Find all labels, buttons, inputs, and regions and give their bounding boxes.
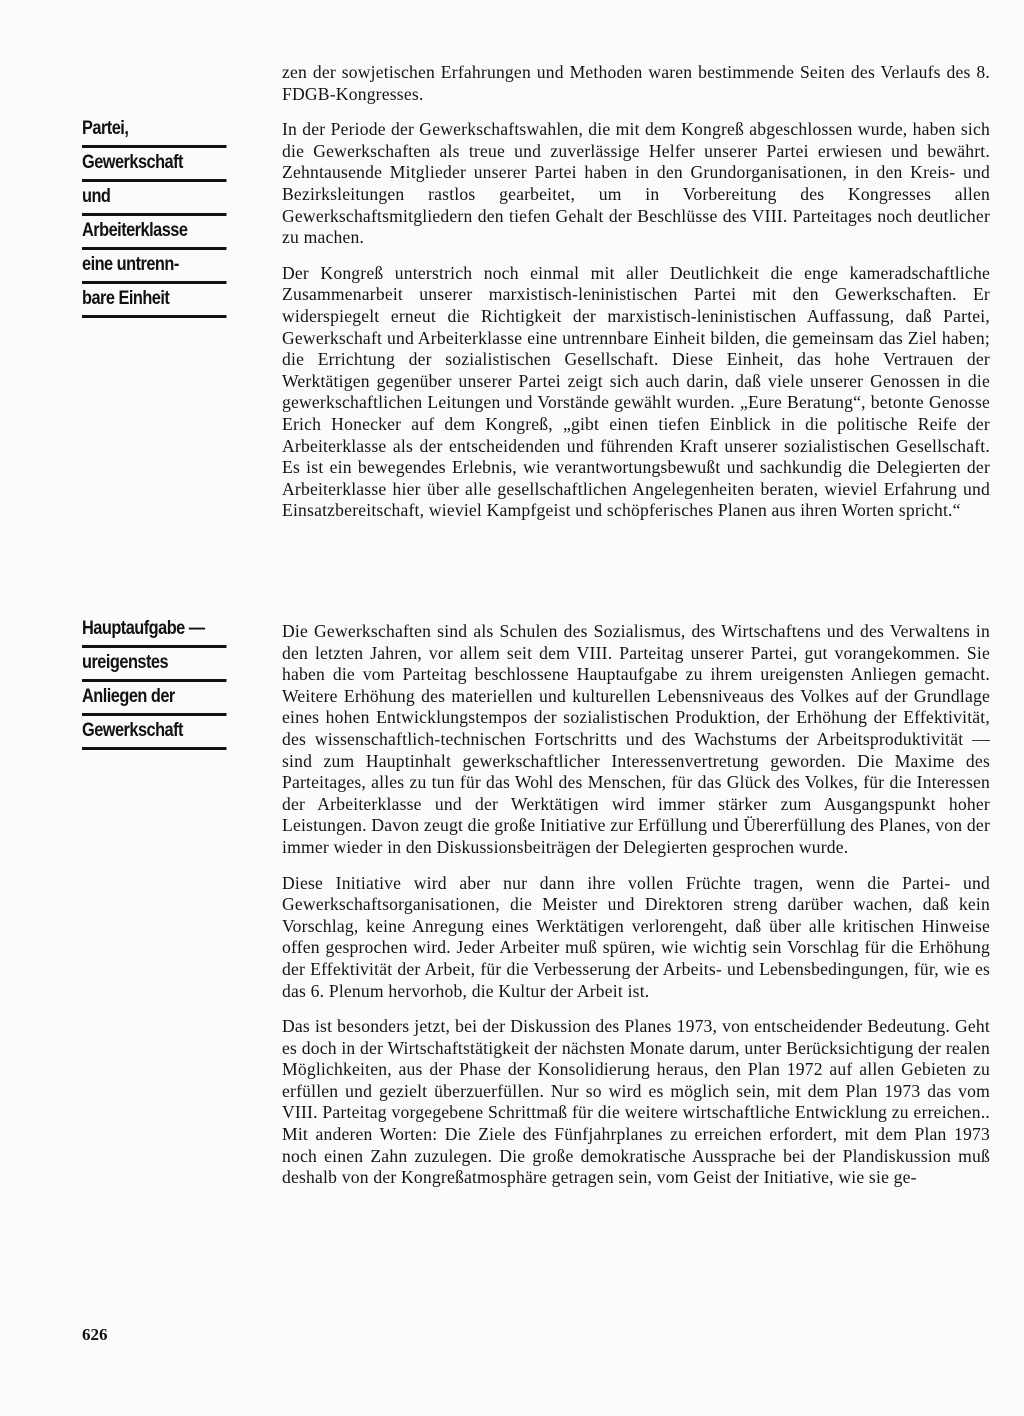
sidebar-heading-line: Gewerkschaft	[82, 720, 226, 750]
paragraph: Das ist besonders jetzt, bei der Diskussion des Planes 1973, von entscheidender Bedeutung. Geht es doch in der Wirtschaftstätigkeit der nächsten Monate darum, unter Berücksichtigung der realen Möglichkeiten, aus der Phase der Konsolidierung heraus, den Plan 1972 auf allen Gebieten zu erfüllen und gezielt überzuerfüllen. Nur so wird es möglich sein, mit dem Plan 1973 das vom VIII. Parteitag vorgegebene Schrittmaß für die weitere wirtschaftliche Entwicklung zu erreichen.. Mit anderen Worten: Die Ziele des Fünfjahrplanes zu erreichen erfordert, mit dem Plan 1973 noch einen Zahn zuzulegen. Die große demokratische Aussprache bei der Plandiskussion muß deshalb von der Kongreßatmosphäre getragen sein, vom Geist der Initiative, wie sie ge-	[282, 1016, 990, 1188]
sidebar-heading-line: Arbeiterklasse	[82, 220, 226, 250]
sidebar-heading-line: Anliegen der	[82, 686, 226, 716]
sidebar-heading-line: und	[82, 186, 226, 216]
paragraph: In der Periode der Gewerkschaftswahlen, die mit dem Kongreß abgeschlossen wurde, haben sich die Gewerkschaften als treue und zuverlässige Helfer unserer Partei erwiesen und bewährt. Zehntausende Mitglieder unserer Partei haben in den Grundorganisationen, in den Kreis- und Bezirksleitungen rastlos gearbeitet, um in Vorbereitung des Kongresses allen Gewerkschaftsmitgliedern den tiefen Gehalt der Beschlüsse des VIII. Parteitages noch deutlicher zu machen.	[282, 119, 990, 248]
main-text-column-top	[282, 62, 990, 522]
sidebar-heading-line: Partei,	[82, 118, 226, 148]
sidebar-heading-main-task	[82, 618, 250, 754]
sidebar-heading-party-union	[82, 118, 250, 322]
sidebar-heading-line: Gewerkschaft	[82, 152, 226, 182]
sidebar-heading-line: bare Einheit	[82, 288, 226, 318]
sidebar-heading-line: ureigenstes	[82, 652, 226, 682]
paragraph: Diese Initiative wird aber nur dann ihre vollen Früchte tragen, wenn die Partei- und Gewerkschaftsorganisationen, die Meister und Direktoren streng darüber wachen, daß kein Vorschlag, keine Anregung eines Werktätigen verlorengeht, daß über alle kritischen Hinweise offen gesprochen wird. Jeder Arbeiter muß spüren, wie wichtig sein Vorschlag für die Erhöhung der Effektivität der Arbeit, für die Verbesserung der Arbeits- und Lebensbedingungen, für, wie es das 6. Plenum hervorhob, die Kultur der Arbeit ist.	[282, 872, 990, 1001]
sidebar-heading-line: eine untrenn-	[82, 254, 226, 284]
sidebar-heading-line: Hauptaufgabe —	[82, 618, 226, 648]
paragraph: Die Gewerkschaften sind als Schulen des Sozialismus, des Wirtschaftens und des Verwaltens in den letzten Jahren, vor allem seit dem VIII. Parteitag unserer Partei, gut vorangekommen. Sie haben die vom Parteitag beschlossene Hauptaufgabe zu ihrem ureigensten Anliegen gemacht. Weitere Erhöhung des materiellen und kulturellen Lebensniveaus des Volkes auf der Grundlage eines hohen Entwicklungstempos der sozialistischen Produktion, der Erhöhung der Effektivität, des wissenschaftlich-technischen Fortschritts und des Wachstums der Arbeitsproduktivität — sind zum Hauptinhalt gewerkschaftlicher Interessenvertretung geworden. Die Maxime des Parteitages, alles zu tun für das Wohl des Menschen, für das Glück des Volkes, für die Interessen der Arbeiterklasse und der Werktätigen wird immer stärker zum Ausgangspunkt hoher Leistungen. Davon zeugt die große Initiative zur Erfüllung und Übererfüllung des Planes, von der immer wieder in den Diskussionsbeiträgen der Delegierten gesprochen wurde.	[282, 621, 990, 857]
page-number: 626	[82, 1325, 108, 1344]
main-text-column-bottom	[282, 621, 990, 1203]
intro-paragraph: zen der sowjetischen Erfahrungen und Methoden waren bestimmende Seiten des Verlaufs des 8. FDGB-Kongresses.	[282, 62, 990, 104]
paragraph: Der Kongreß unterstrich noch einmal mit aller Deutlichkeit die enge kameradschaftliche Zusammenarbeit unserer marxistisch-leninistischen Partei mit den Gewerkschaften. Er widerspiegelt erneut die Richtigkeit der marxistisch-leninistischen Auffassung, daß Partei, Gewerkschaft und Arbeiterklasse eine untrennbare Einheit bilden, die gemeinsam das Ziel haben; die Errichtung der sozialistischen Gesellschaft. Diese Einheit, das hohe Vertrauen der Werktätigen gegenüber unserer Partei zeigt sich auch darin, daß viele unserer Genossen in die gewerkschaftlichen Leitungen und Vorstände gewählt wurden. „Eure Beratung“, betonte Genosse Erich Honecker auf dem Kongreß, „gibt einen tiefen Einblick in die politische Reife der Arbeiterklasse als der entscheidenden und führenden Kraft unserer sozialistischen Gesellschaft. Es ist ein bewegendes Erlebnis, wie verantwortungsbewußt und sachkundig die Delegierten der Arbeiterklasse hier über alle gesellschaftlichen Angelegenheiten beraten, wieviel Erfahrung und Einsatzbereitschaft, wieviel Kampfgeist und schöpferisches Planen aus ihren Worten spricht.“	[282, 262, 990, 521]
